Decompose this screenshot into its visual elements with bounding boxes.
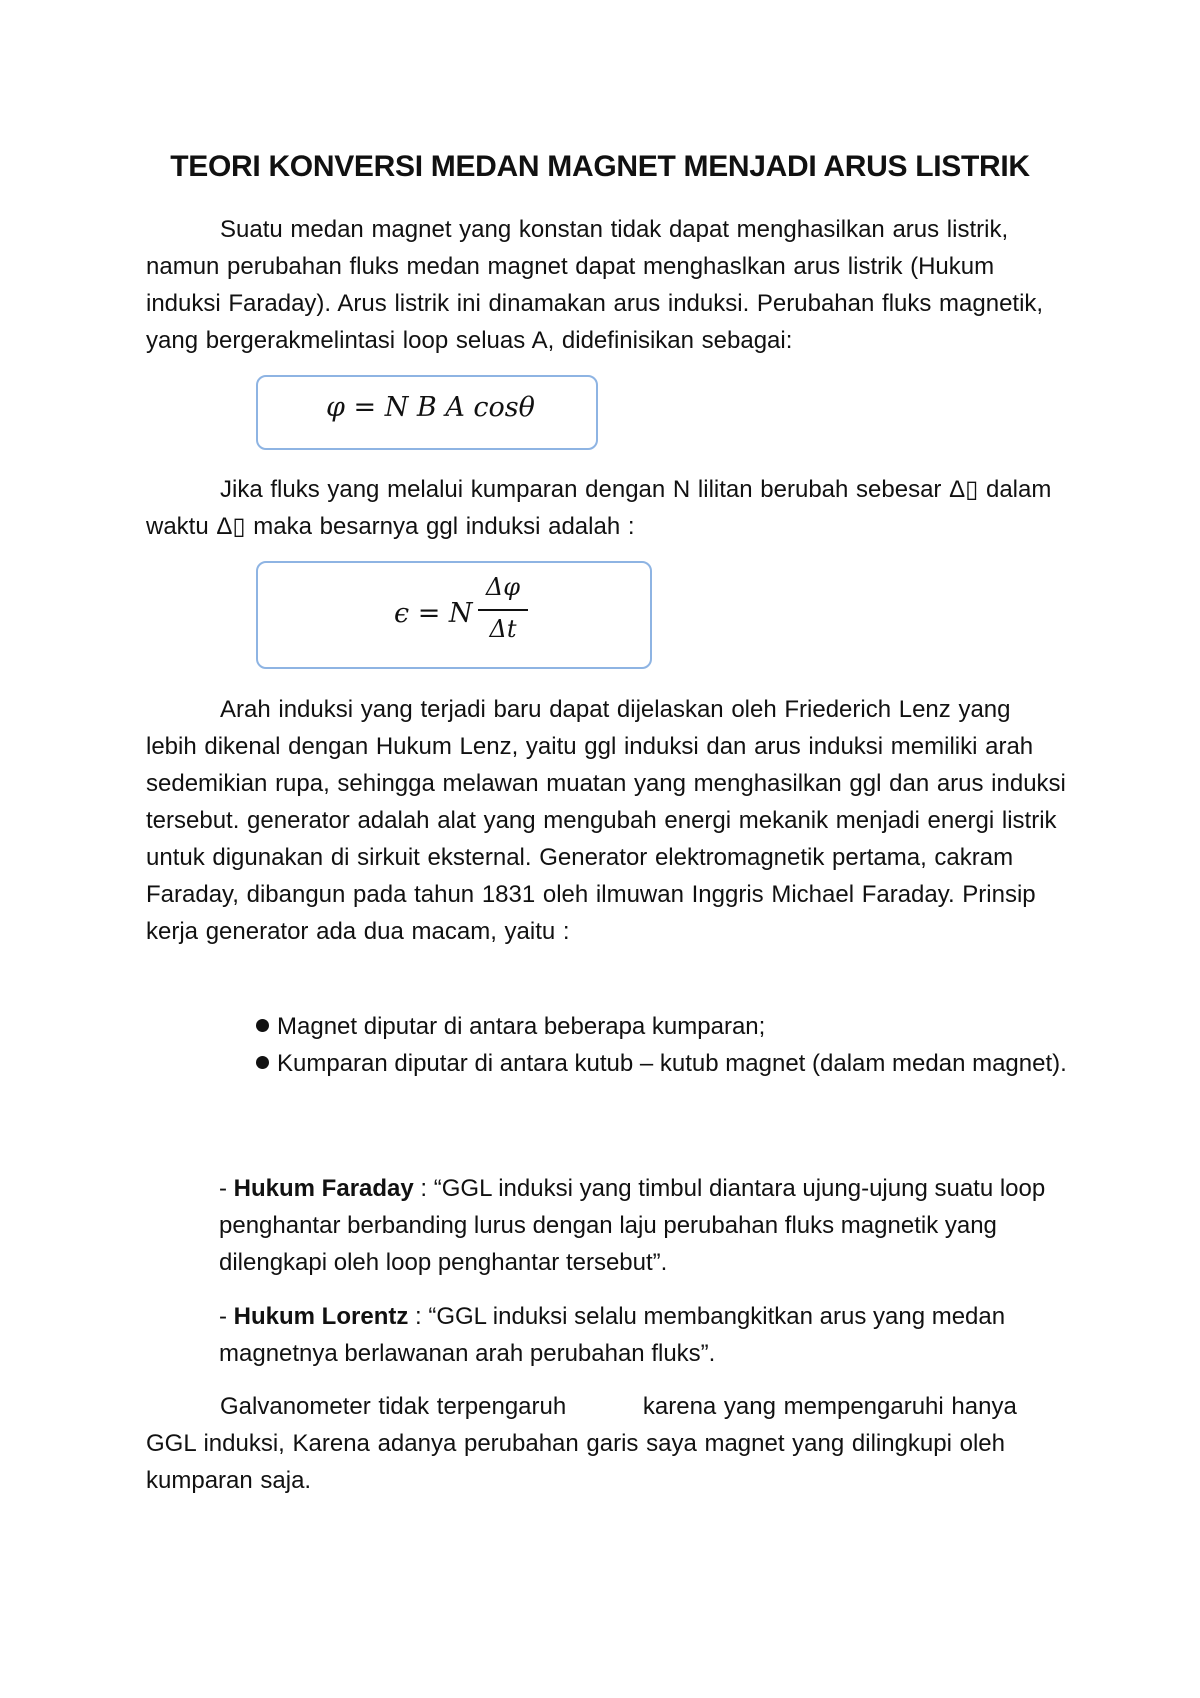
lorentz-law-name: Hukum Lorentz <box>233 1303 409 1330</box>
emf-formula-denominator: Δt <box>489 615 517 643</box>
bullet-icon <box>256 1019 269 1032</box>
list-item: Kumparan diputar di antara kutub – kutub magnet (dalam medan magnet). <box>256 1045 1076 1082</box>
bullet-icon <box>256 1056 269 1069</box>
flux-formula: φ = N B A cosθ <box>326 392 535 423</box>
fraction-bar <box>478 609 528 611</box>
emf-intro-paragraph: Jika fluks yang melalui kumparan dengan N lilitan berubah sebesar Δ▯ dalam waktu Δ▯ maka besarnya ggl induksi adalah : <box>146 476 1052 540</box>
list-item: Magnet diputar di antara beberapa kumparan; <box>256 1008 1076 1045</box>
page-title: TEORI KONVERSI MEDAN MAGNET MENJADI ARUS LISTRIK <box>170 150 1030 183</box>
intro-paragraph: Suatu medan magnet yang konstan tidak dapat menghasilkan arus listrik, namun perubahan fluks medan magnet dapat menghaslkan arus listrik (Hukum induksi Faraday). Arus listrik ini dinamakan arus induksi. Perubahan fluks magnetik, yang bergerakmelintasi loop seluas A, didefinisikan sebagai: <box>146 216 1044 354</box>
emf-formula-numerator: Δφ <box>485 573 521 601</box>
lorentz-law: - Hukum Lorentz : “GGL induksi selalu membangkitkan arus yang medan magnetnya berlawanan arah perubahan fluks”. <box>219 1303 1006 1367</box>
faraday-law: - Hukum Faraday : “GGL induksi yang timbul diantara ujung-ujung suatu loop penghantar berbanding lurus dengan laju perubahan fluks magnetik yang dilengkapi oleh loop penghantar tersebut”. <box>219 1175 1046 1276</box>
flux-formula-box <box>256 375 598 450</box>
galvanometer-paragraph: Galvanometer tidak terpengaruh karena yang mempengaruhi hanya GGL induksi, Karena adanya perubahan garis saya magnet yang dilingkupi oleh kumparan saja. <box>146 1393 1025 1494</box>
generator-principles-list <box>256 1008 1076 1082</box>
lenz-paragraph: Arah induksi yang terjadi baru dapat dijelaskan oleh Friederich Lenz yang lebih dikenal dengan Hukum Lenz, yaitu ggl induksi dan arus induksi memiliki arah sedemikian rupa, sehingga melawan muatan yang menghasilkan ggl dan arus induksi tersebut. generator adalah alat yang mengubah energi mekanik menjadi energi listrik untuk digunakan di sirkuit eksternal. Generator elektromagnetik pertama, cakram Faraday, dibangun pada tahun 1831 oleh ilmuwan Inggris Michael Faraday. Prinsip kerja generator ada dua macam, yaitu : <box>146 696 1066 945</box>
faraday-law-name: Hukum Faraday <box>233 1175 414 1202</box>
emf-formula-lhs: ϵ = N <box>394 598 473 629</box>
emf-formula-box <box>256 561 652 669</box>
